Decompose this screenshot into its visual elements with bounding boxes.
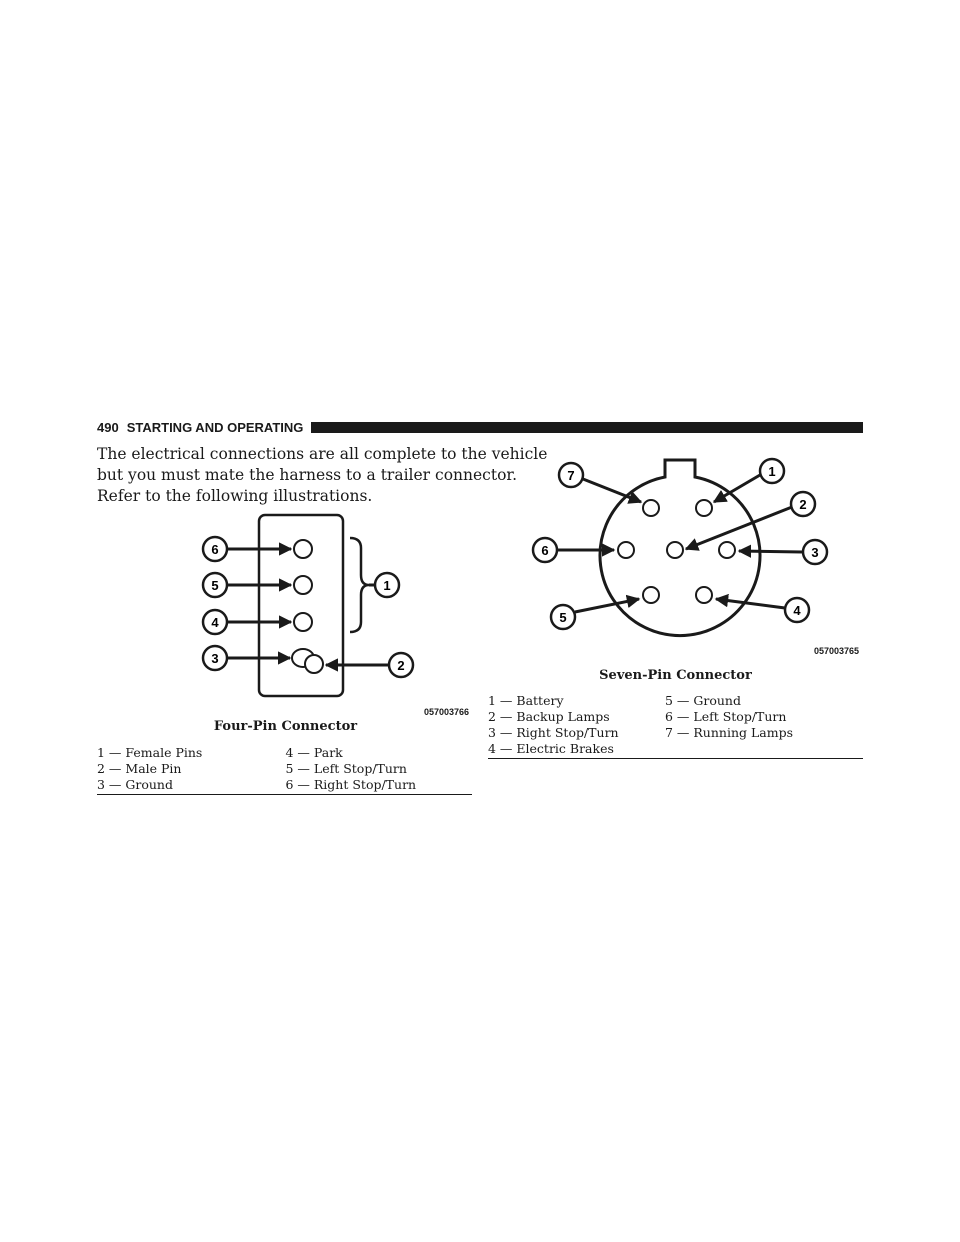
- svg-text:1: 1: [768, 464, 776, 479]
- svg-text:4: 4: [793, 603, 801, 618]
- legend-item: 1 — Female Pins: [97, 745, 203, 760]
- pin: [696, 587, 712, 603]
- four-pin-caption: Four-Pin Connector: [213, 719, 358, 734]
- pin: [719, 542, 735, 558]
- callout-4: [203, 610, 227, 634]
- pin: [643, 500, 659, 516]
- svg-text:2: 2: [397, 658, 405, 673]
- seven-pin-legend: [488, 693, 863, 757]
- pin: [618, 542, 634, 558]
- pin: [294, 576, 312, 594]
- seven-pin-rule: [488, 758, 863, 759]
- callout-4: [785, 598, 809, 622]
- svg-text:6: 6: [541, 543, 549, 558]
- four-pin-diagram: [195, 510, 475, 715]
- legend-item: 3 — Right Stop/Turn: [488, 725, 619, 740]
- callout-6: [203, 537, 227, 561]
- legend-item: 6 — Left Stop/Turn: [665, 709, 787, 724]
- intro-line: but you must mate the harness to a trailer connector.: [97, 466, 518, 484]
- four-pin-rule: [97, 794, 472, 795]
- legend-item: 5 — Ground: [665, 693, 741, 708]
- svg-text:2: 2: [799, 497, 807, 512]
- page-number: 490: [97, 419, 119, 435]
- callout-6: [533, 538, 557, 562]
- svg-text:5: 5: [211, 578, 219, 593]
- callout-5: [551, 605, 575, 629]
- intro-line: The electrical connections are all complete to the vehicle: [97, 445, 548, 463]
- pin: [667, 542, 683, 558]
- seven-pin-diagram: [520, 455, 850, 640]
- pin: [696, 500, 712, 516]
- intro-paragraph: [97, 444, 548, 507]
- legend-item: [665, 741, 863, 757]
- svg-text:1: 1: [383, 578, 391, 593]
- male-pin-tip: [305, 655, 323, 673]
- callout-3: [203, 646, 227, 670]
- legend-item: 2 — Backup Lamps: [488, 709, 610, 724]
- callout-2: [389, 653, 413, 677]
- callout-2: [791, 492, 815, 516]
- page-header: [97, 418, 863, 436]
- intro-line: Refer to the following illustrations.: [97, 487, 373, 505]
- svg-text:5: 5: [559, 610, 567, 625]
- section-title: STARTING AND OPERATING: [126, 419, 304, 435]
- legend-item: 3 — Ground: [97, 777, 173, 792]
- svg-text:3: 3: [811, 545, 819, 560]
- callout-1: [760, 459, 784, 483]
- svg-text:4: 4: [211, 615, 219, 630]
- four-pin-legend: [97, 745, 474, 793]
- svg-text:3: 3: [211, 651, 219, 666]
- legend-item: 5 — Left Stop/Turn: [285, 761, 407, 776]
- callout-5: [203, 573, 227, 597]
- four-pin-figure-code: 057003766: [424, 707, 470, 717]
- svg-text:7: 7: [567, 468, 575, 483]
- legend-item: 7 — Running Lamps: [665, 725, 794, 740]
- legend-item: 4 — Electric Brakes: [488, 741, 614, 756]
- legend-item: 4 — Park: [285, 745, 343, 760]
- header-bar: [311, 422, 863, 433]
- callout-7: [559, 463, 583, 487]
- seven-pin-caption: Seven-Pin Connector: [599, 668, 752, 683]
- legend-item: 6 — Right Stop/Turn: [285, 777, 417, 792]
- svg-text:6: 6: [211, 542, 219, 557]
- seven-pin-figure-code: 057003765: [814, 646, 860, 656]
- legend-item: 1 — Battery: [488, 693, 564, 708]
- pin: [294, 613, 312, 631]
- pin: [294, 540, 312, 558]
- callout-3: [803, 540, 827, 564]
- legend-item: 2 — Male Pin: [97, 761, 182, 776]
- bracket: [350, 538, 369, 632]
- callout-1: [375, 573, 399, 597]
- pin: [643, 587, 659, 603]
